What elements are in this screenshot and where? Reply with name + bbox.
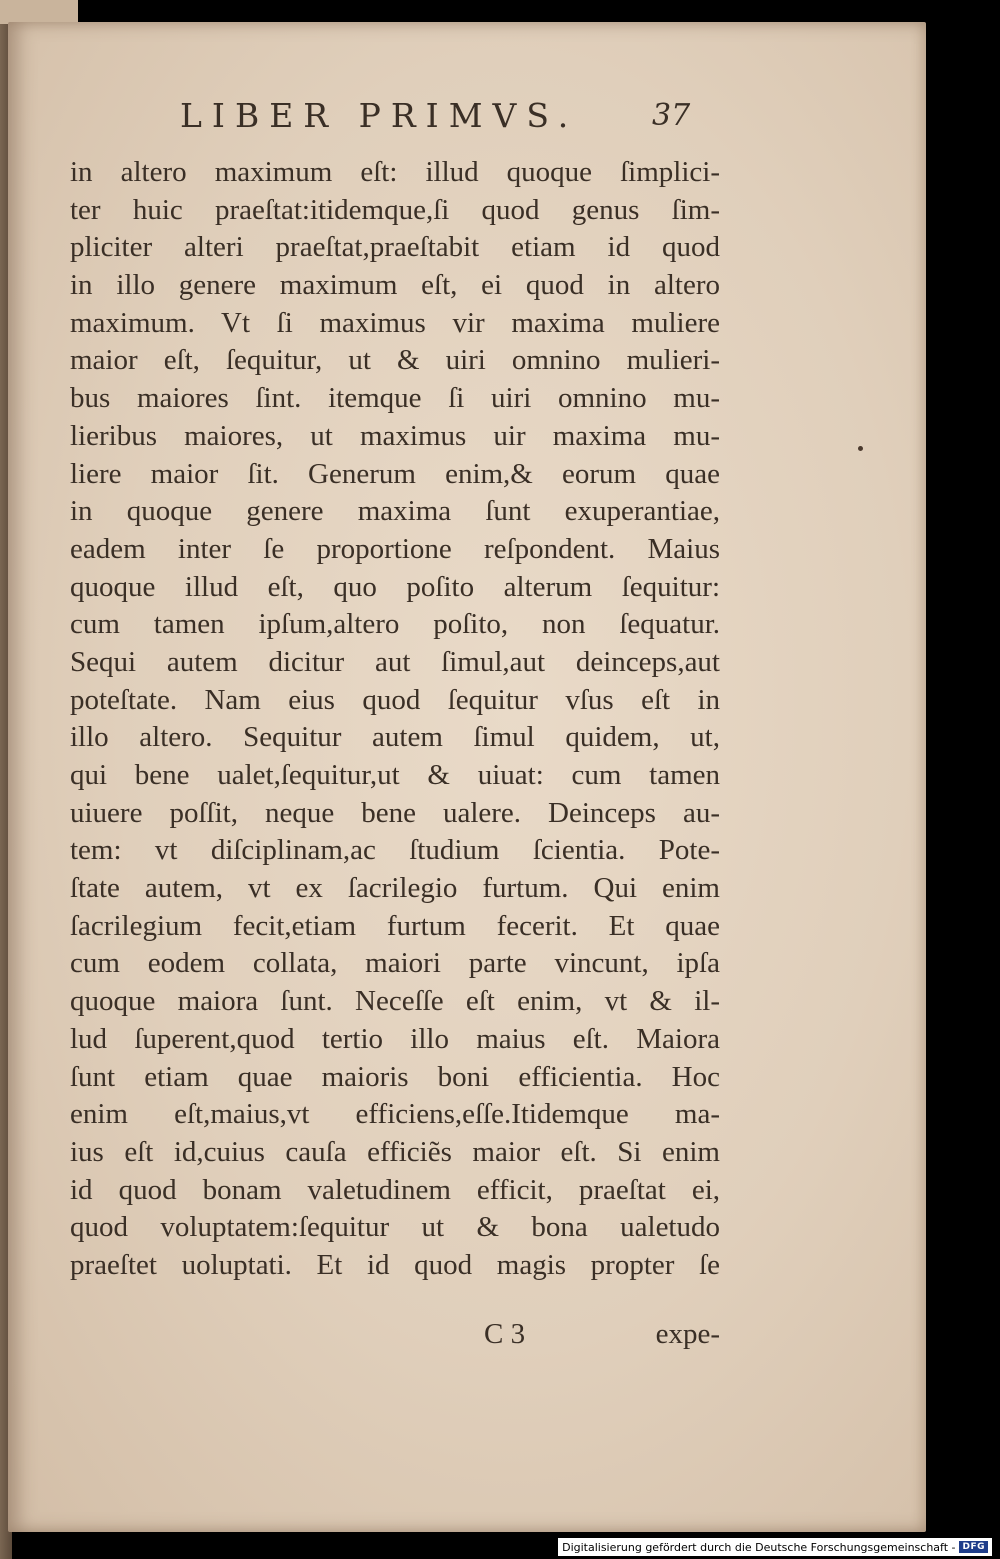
digitization-footer — [558, 1538, 992, 1556]
running-head — [172, 96, 732, 140]
text-line: enim eſt,maius,vt efficiens,eſſe.Itidemque ma- — [70, 1098, 720, 1131]
text-line: poteſtate. Nam eius quod ſequitur vſus eſt in — [70, 683, 720, 716]
text-line: in illo genere maximum eſt, ei quod in altero — [70, 269, 720, 302]
text-line: cum eodem collata, maiori parte vincunt, ipſa — [70, 947, 720, 980]
text-line: liere maior ſit. Generum enim,& eorum quae — [70, 457, 720, 490]
text-line: in quoque genere maxima ſunt exuperantiae, — [70, 495, 720, 528]
text-line: maximum. Vt ſi maximus vir maxima muliere — [70, 306, 720, 339]
text-line: ſacrilegium fecit,etiam furtum fecerit. Et quae — [70, 909, 720, 942]
text-line: pliciter alteri praeſtat,praeſtabit etiam id quod — [70, 231, 720, 264]
body-text — [70, 154, 720, 1285]
text-line: ter huic praeſtat:itidemque,ſi quod genus ſim- — [70, 193, 720, 226]
dfg-logo-icon: DFG — [959, 1541, 988, 1553]
text-line: quoque illud eſt, quo poſito alterum ſequitur: — [70, 570, 720, 603]
text-line: in altero maximum eſt: illud quoque ſimplici- — [70, 156, 720, 188]
text-line: quod voluptatem:ſequitur ut & bona ualetudo — [70, 1211, 720, 1244]
text-line: bus maiores ſint. itemque ſi uiri omnino mu- — [70, 382, 720, 415]
catchword: expe- — [655, 1318, 720, 1350]
funding-credit: Digitalisierung gefördert durch die Deutsche Forschungsgemeinschaft - — [562, 1540, 956, 1554]
text-line: ius eſt id,cuius cauſa efficiẽs maior eſt. Si enim — [70, 1135, 720, 1168]
text-line: illo altero. Sequitur autem ſimul quidem, ut, — [70, 721, 720, 754]
text-line: tem: vt diſciplinam,ac ſtudium ſcientia. Pote- — [70, 834, 720, 867]
text-line: quoque maiora ſunt. Neceſſe eſt enim, vt & il- — [70, 985, 720, 1018]
text-line: cum tamen ipſum,altero poſito, non ſequatur. — [70, 608, 720, 641]
text-line: uiuere poſſit, neque bene ualere. Deinceps au- — [70, 796, 720, 829]
signature-mark: C 3 — [484, 1318, 526, 1350]
text-line: ſunt etiam quae maioris boni efficientia. Hoc — [70, 1060, 720, 1093]
text-line: Sequi autem dicitur aut ſimul,aut deinceps,aut — [70, 645, 720, 678]
book-edge-tab — [0, 0, 78, 24]
text-line: ſtate autem, vt ex ſacrilegio furtum. Qui enim — [70, 872, 720, 905]
text-line: lud ſuperent,quod tertio illo maius eſt. Maiora — [70, 1022, 720, 1055]
text-line: qui bene ualet,ſequitur,ut & uiuat: cum tamen — [70, 759, 720, 791]
text-line: lieribus maiores, ut maximus uir maxima mu- — [70, 419, 720, 452]
text-line: id quod bonam valetudinem efficit, praeſtat ei, — [70, 1173, 720, 1206]
running-title: LIBER PRIMVS. — [180, 96, 579, 135]
page-number: 37 — [652, 98, 691, 133]
ink-speck — [858, 446, 863, 451]
text-line: praeſtet uoluptati. Et id quod magis propter ſe — [70, 1248, 720, 1281]
text-line: eadem inter ſe proportione reſpondent. Maius — [70, 532, 720, 565]
text-line: maior eſt, ſequitur, ut & uiri omnino mulieri- — [70, 344, 720, 377]
direction-line — [70, 1318, 720, 1358]
